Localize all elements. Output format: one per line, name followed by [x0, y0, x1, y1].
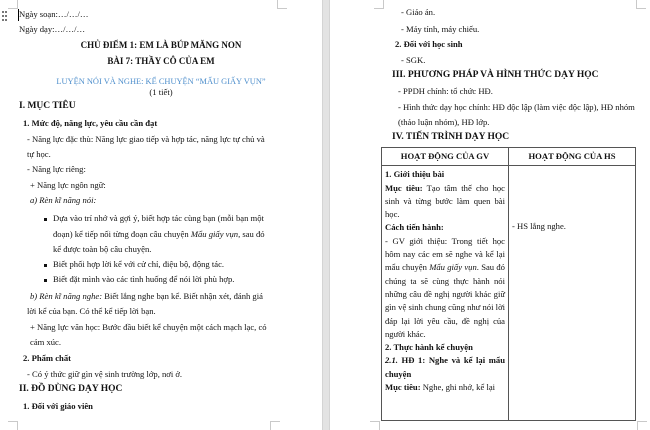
- list-item: - Máy tính, máy chiếu.: [401, 24, 480, 34]
- paragraph: [30, 291, 263, 302]
- text-span: Nghe, ghi nhớ, kể lại: [420, 382, 496, 393]
- text-span: Tạo tâm thế cho học sinh và từng bước làm quen bài học.: [385, 182, 505, 220]
- date-taught[interactable]: Ngày dạy:…/…/…: [19, 24, 86, 34]
- bullet-item: Biết phối hợp lời kể với cử chỉ, điệu bộ, động tác.: [53, 259, 225, 269]
- date-prepared[interactable]: Ngày soạn:…/…/…: [19, 9, 89, 19]
- subheading-competencies: 1. Mức độ, năng lực, yêu cầu cần đạt: [23, 118, 158, 128]
- margin-corner-mark: [277, 0, 287, 9]
- margin-corner-mark: [370, 421, 380, 430]
- list-item: - Hình thức dạy học chính: HĐ độc lập (làm việc độc lập), HĐ nhóm: [398, 102, 635, 112]
- text-span: Biết lắng nghe bạn kể. Biết nhận xét, đánh giá: [102, 291, 263, 301]
- lesson-subtitle: LUYỆN NÓI VÀ NGHE: KỂ CHUYỆN “MẨU GIẤY VỤN”: [56, 77, 266, 86]
- paragraph: + Năng lực văn học: Bước đầu biết kể chuyện một cách mạch lạc, có: [30, 322, 267, 332]
- column-header-students: HOẠT ĐỘNG CỦA HS: [509, 148, 636, 166]
- section-heading-materials: II. ĐỒ DÙNG DẠY HỌC: [19, 384, 123, 394]
- column-header-teacher: HOẠT ĐỘNG CỦA GV: [382, 148, 509, 166]
- story-title: Mẩu giấy vụn: [429, 262, 477, 273]
- paragraph: - Năng lực riêng:: [27, 164, 86, 174]
- bullet-icon: [44, 218, 47, 221]
- table-row: [382, 166, 636, 421]
- paragraph: - Có ý thức giữ gìn vệ sinh trường lớp, nơi ở.: [27, 369, 183, 379]
- bullet-icon: [44, 264, 47, 267]
- student-activity-cell[interactable]: [509, 166, 636, 421]
- activity-heading: 1. Giới thiệu bài: [385, 169, 445, 180]
- lesson-plan-table: [381, 147, 636, 421]
- list-item: - Giáo án.: [401, 7, 436, 17]
- margin-corner-mark: [8, 421, 18, 430]
- margin-corner-mark: [374, 0, 384, 9]
- activity-goal: [385, 182, 505, 222]
- subheading-teacher: 1. Đối với giáo viên: [23, 401, 93, 411]
- paragraph: tự học.: [27, 149, 51, 159]
- story-title: Mẩu giấy vụn: [190, 229, 239, 239]
- paragraph: - Năng lực đặc thù: Năng lực giao tiếp và hợp tác, năng lực tự chủ và: [27, 134, 265, 144]
- label: Mục tiêu:: [385, 382, 421, 393]
- section-heading-process: IV. TIẾN TRÌNH DẠY HỌC: [392, 132, 510, 142]
- bullet-item: Dựa vào trí nhớ và gợi ý, biết hợp tác cùng bạn (mỗi bạn một: [53, 213, 264, 223]
- document-page-left: [0, 0, 322, 430]
- teacher-activity-cell[interactable]: [382, 166, 509, 421]
- label: Mục tiêu:: [385, 182, 423, 193]
- topic-title: CHỦ ĐIỂM 1: EM LÀ BÚP MĂNG NON: [80, 40, 242, 50]
- list-item-cont: (thảo luận nhóm), HĐ lớp.: [398, 117, 490, 127]
- lesson-title: BÀI 7: THẦY CÔ CỦA EM: [107, 56, 215, 66]
- margin-corner-mark: [637, 421, 647, 430]
- document-page-right: [330, 0, 650, 430]
- lesson-duration: (1 tiết): [149, 87, 173, 97]
- margin-corner-mark: [636, 0, 646, 9]
- activity-method-label: Cách tiến hành:: [385, 222, 444, 233]
- activity-goal: [385, 381, 505, 394]
- margin-corner-mark: [8, 0, 18, 9]
- list-item: - PPDH chính: tổ chức HĐ.: [398, 86, 493, 96]
- activity-subheading: [385, 354, 505, 381]
- paragraph: a) Rèn kĩ năng nói:: [30, 195, 97, 205]
- table-header-row: [382, 148, 636, 166]
- bullet-icon: [44, 279, 47, 282]
- subheading-students: 2. Đối với học sinh: [395, 39, 463, 49]
- text-span: HĐ 1: Nghe và kể lại mẩu chuyện: [385, 355, 505, 379]
- section-heading-methods: III. PHƯƠNG PHÁP VÀ HÌNH THỨC DẠY HỌC: [392, 70, 599, 80]
- subheading-qualities: 2. Phẩm chất: [23, 353, 71, 363]
- bullet-item: Biết đặt mình vào các tình huống để nói lời phù hợp.: [53, 274, 235, 284]
- bullet-item-cont: kể được toàn bộ câu chuyện.: [53, 244, 152, 254]
- page-gutter: [322, 0, 330, 430]
- text-span: b) Rèn kĩ năng nghe:: [30, 291, 103, 301]
- text-span: đoạn) kể tiếp nối từng đoạn câu chuyện: [53, 229, 191, 239]
- activity-intro: [385, 235, 505, 341]
- text-span: . Sau đó chúng ta sẽ cùng thực hành nói những câu đề nghị người khác giữ gìn vệ sinh chung cũng như nói lời đáp lại lời yêu cầu, đề nghị của người khác.: [385, 262, 505, 339]
- activity-heading: 2. Thực hành kể chuyện: [385, 342, 473, 353]
- section-heading-objectives: I. MỤC TIÊU: [19, 101, 76, 111]
- paragraph: lời kể của bạn. Có thể kể tiếp lời bạn.: [27, 306, 156, 316]
- paragraph-drag-handle-icon[interactable]: [2, 11, 8, 21]
- text-span: - GV giới thiệu: Trong tiết học hôm nay các em sẽ nghe và kể lại mẩu chuyện: [385, 235, 505, 273]
- bullet-item-cont: [53, 229, 265, 240]
- student-activity: - HS lắng nghe.: [512, 221, 566, 232]
- text-span: , sau đó: [238, 229, 265, 239]
- list-item: - SGK.: [401, 55, 426, 65]
- margin-corner-mark: [270, 421, 280, 430]
- paragraph: + Năng lực ngôn ngữ:: [30, 180, 106, 190]
- paragraph: cảm xúc.: [30, 337, 62, 347]
- text-span: 2.1.: [385, 355, 398, 366]
